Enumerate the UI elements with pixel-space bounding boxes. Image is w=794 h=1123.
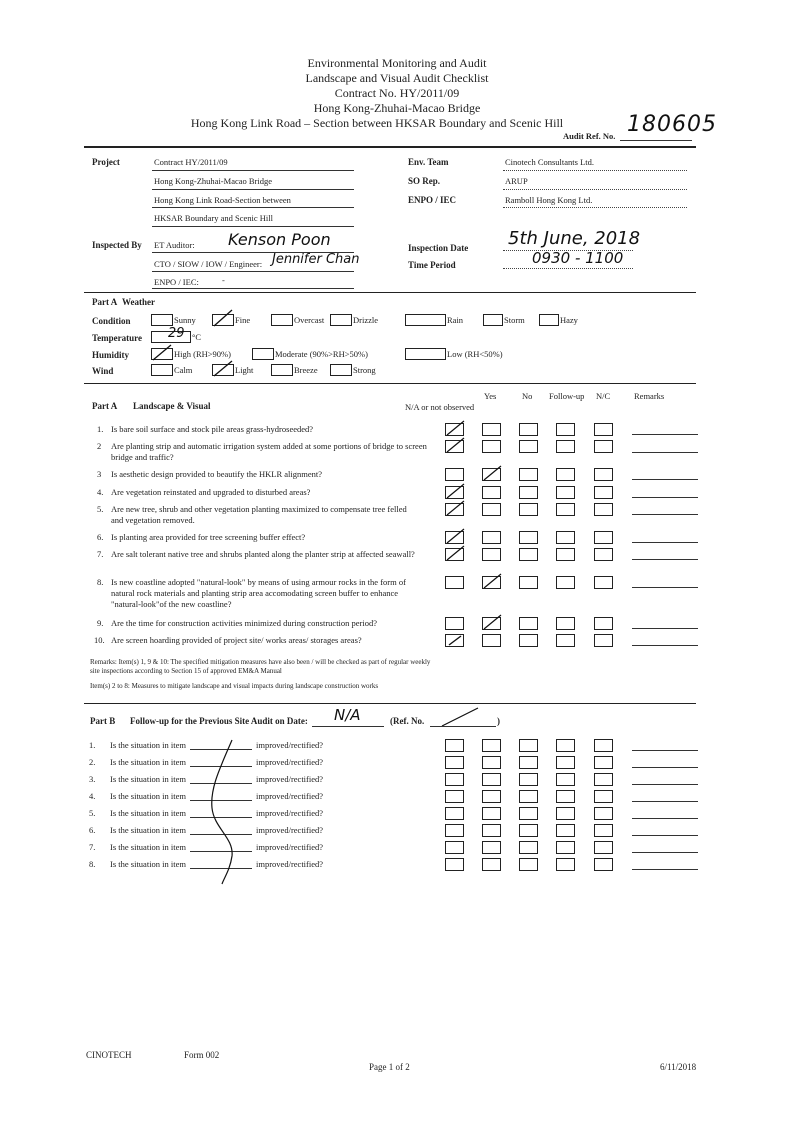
checkbox-followup[interactable] bbox=[556, 634, 575, 647]
option-storm: Storm bbox=[504, 315, 525, 325]
checkbox-overcast[interactable] bbox=[271, 314, 293, 326]
so-rep-label: SO Rep. bbox=[408, 176, 441, 186]
checkmark-icon bbox=[482, 613, 502, 631]
item-prefix: Is the situation in item bbox=[110, 740, 187, 750]
checkbox-nc[interactable] bbox=[594, 739, 613, 752]
checkbox-na[interactable] bbox=[445, 841, 464, 854]
checkbox-followup[interactable] bbox=[556, 531, 575, 544]
remarks-line[interactable] bbox=[632, 542, 698, 543]
checkbox-wind-breeze[interactable] bbox=[271, 364, 293, 376]
option-humidity-low: Low (RH<50%) bbox=[447, 349, 503, 359]
part-b-ref-label: (Ref. No. bbox=[390, 716, 425, 726]
env-team-value: Cinotech Consultants Ltd. bbox=[505, 157, 595, 167]
checkbox-na[interactable] bbox=[445, 790, 464, 803]
checkbox-nc[interactable] bbox=[594, 440, 613, 453]
checkbox-yes[interactable] bbox=[482, 531, 501, 544]
checkbox-followup[interactable] bbox=[556, 807, 575, 820]
checkmark-icon bbox=[212, 308, 234, 328]
item-number: 10. bbox=[94, 635, 105, 645]
item-question: Is planting area provided for tree screening buffer effect? bbox=[111, 532, 306, 542]
remarks-line[interactable] bbox=[632, 559, 698, 560]
item-number: 1. bbox=[89, 740, 96, 750]
project-line-1: Contract HY/2011/09 bbox=[154, 157, 228, 167]
checkbox-no[interactable] bbox=[519, 548, 538, 561]
doc-subtitle: Landscape and Visual Audit Checklist bbox=[305, 71, 489, 85]
checkbox-yes[interactable] bbox=[482, 486, 501, 499]
so-rep-value: ARUP bbox=[505, 176, 528, 186]
remarks-note-1: Remarks: Item(s) 1, 9 & 10: The specified mitigation measures have also been / will be checked as part of regular weekly site inspections according to Section 15 of approved EM&A Manual bbox=[90, 658, 431, 675]
checkbox-yes[interactable] bbox=[482, 858, 501, 871]
checkbox-nc[interactable] bbox=[594, 756, 613, 769]
dotted-underline bbox=[503, 268, 633, 269]
checkmark-icon bbox=[445, 499, 465, 517]
checkbox-nc[interactable] bbox=[594, 824, 613, 837]
cto-signature: Jennifer Chan bbox=[272, 252, 360, 267]
project-line-2: Hong Kong-Zhuhai-Macao Bridge bbox=[154, 176, 273, 186]
project-line-4: HKSAR Boundary and Scenic Hill bbox=[154, 213, 273, 223]
checkbox-nc[interactable] bbox=[594, 634, 613, 647]
checkbox-no[interactable] bbox=[519, 858, 538, 871]
audit-ref-label: Audit Ref. No. bbox=[563, 131, 616, 141]
checkmark-icon bbox=[482, 464, 502, 482]
part-a-label: Part A bbox=[92, 297, 118, 307]
temperature-unit: °C bbox=[192, 332, 202, 342]
item-number: 8. bbox=[97, 577, 104, 587]
enpo-value: Ramboll Hong Kong Ltd. bbox=[505, 195, 593, 205]
item-suffix: improved/rectified? bbox=[256, 774, 324, 784]
item-question: Are planting strip and automatic irrigation system added at some portions of bridge to screen bridge and traffic? bbox=[111, 441, 427, 462]
env-team-label: Env. Team bbox=[408, 157, 449, 167]
option-humidity-moderate: Moderate (90%>RH>50%) bbox=[275, 349, 368, 359]
enpo-label: ENPO / IEC bbox=[408, 195, 457, 205]
checkmark-icon bbox=[447, 634, 463, 646]
project-section: Hong Kong Link Road – Section between HKSAR Boundary and Scenic Hill bbox=[190, 116, 564, 130]
checkbox-yes[interactable] bbox=[482, 634, 501, 647]
footer-form: Form 002 bbox=[184, 1050, 220, 1060]
underline bbox=[152, 226, 354, 227]
remarks-line[interactable] bbox=[632, 587, 698, 588]
underline bbox=[152, 271, 354, 272]
remarks-line[interactable] bbox=[632, 497, 698, 498]
remarks-line[interactable] bbox=[632, 852, 698, 853]
header-divider bbox=[84, 146, 696, 148]
item-number: 4. bbox=[89, 791, 96, 801]
checkbox-yes[interactable] bbox=[482, 548, 501, 561]
part-b-label: Part B bbox=[90, 716, 116, 726]
checkbox-no[interactable] bbox=[519, 486, 538, 499]
checkmark-icon bbox=[212, 359, 234, 377]
temperature-value: 29 bbox=[168, 326, 185, 341]
col-nc-header: N/C bbox=[596, 391, 611, 401]
checkbox-drizzle[interactable] bbox=[330, 314, 352, 326]
remarks-line[interactable] bbox=[632, 479, 698, 480]
checkbox-no[interactable] bbox=[519, 634, 538, 647]
checkbox-followup[interactable] bbox=[556, 503, 575, 516]
option-hazy: Hazy bbox=[560, 315, 578, 325]
part-b-heading: Follow-up for the Previous Site Audit on Date: bbox=[130, 716, 308, 726]
audit-ref-underline bbox=[620, 140, 692, 141]
condition-label: Condition bbox=[92, 316, 131, 326]
checkbox-nc[interactable] bbox=[594, 576, 613, 589]
option-fine: Fine bbox=[235, 315, 251, 325]
checkbox-no[interactable] bbox=[519, 773, 538, 786]
checkbox-sunny[interactable] bbox=[151, 314, 173, 326]
checkbox-yes[interactable] bbox=[482, 423, 501, 436]
remarks-line[interactable] bbox=[632, 645, 698, 646]
item-number: 2 bbox=[97, 441, 102, 451]
checkbox-yes[interactable] bbox=[482, 756, 501, 769]
item-number: 2. bbox=[89, 757, 96, 767]
checkbox-yes[interactable] bbox=[482, 807, 501, 820]
item-suffix: improved/rectified? bbox=[256, 740, 324, 750]
checkbox-na[interactable] bbox=[445, 773, 464, 786]
item-prefix: Is the situation in item bbox=[110, 859, 187, 869]
temperature-label: Temperature bbox=[92, 333, 142, 343]
remarks-line[interactable] bbox=[632, 628, 698, 629]
option-drizzle: Drizzle bbox=[353, 315, 379, 325]
item-suffix: improved/rectified? bbox=[256, 825, 324, 835]
checkbox-na[interactable] bbox=[445, 807, 464, 820]
checkbox-nc[interactable] bbox=[594, 790, 613, 803]
checkbox-nc[interactable] bbox=[594, 841, 613, 854]
remarks-line[interactable] bbox=[632, 514, 698, 515]
section-divider bbox=[84, 383, 696, 384]
option-sunny: Sunny bbox=[174, 315, 196, 325]
item-question: Is aesthetic design provided to beautify the HKLR alignment? bbox=[111, 469, 323, 479]
enpo-iec-label: ENPO / IEC: bbox=[154, 277, 199, 287]
item-prefix: Is the situation in item bbox=[110, 808, 187, 818]
checkmark-icon bbox=[151, 343, 173, 361]
checkbox-no[interactable] bbox=[519, 790, 538, 803]
remarks-line[interactable] bbox=[632, 801, 698, 802]
option-wind-calm: Calm bbox=[174, 365, 193, 375]
remarks-line[interactable] bbox=[632, 818, 698, 819]
doc-title: Environmental Monitoring and Audit bbox=[307, 56, 487, 70]
underline bbox=[152, 170, 354, 171]
checkbox-nc[interactable] bbox=[594, 503, 613, 516]
checkbox-no[interactable] bbox=[519, 739, 538, 752]
checkbox-followup[interactable] bbox=[556, 486, 575, 499]
audit-ref-value: 180605 bbox=[627, 112, 717, 137]
checkbox-humidity-low[interactable] bbox=[405, 348, 446, 360]
item-number: 7. bbox=[97, 549, 104, 559]
item-question: Are new tree, shrub and other vegetation planting maximized to compensate tree felled and vegetation removed. bbox=[111, 504, 407, 525]
checkbox-nc[interactable] bbox=[594, 858, 613, 871]
item-number: 3. bbox=[89, 774, 96, 784]
checkbox-followup[interactable] bbox=[556, 739, 575, 752]
checkbox-followup[interactable] bbox=[556, 773, 575, 786]
footer-date: 6/11/2018 bbox=[660, 1062, 697, 1072]
item-number: 5. bbox=[89, 808, 96, 818]
time-period-label: Time Period bbox=[408, 260, 456, 270]
inspection-date-label: Inspection Date bbox=[408, 243, 469, 253]
checkmark-icon bbox=[445, 436, 465, 454]
option-wind-breeze: Breeze bbox=[294, 365, 318, 375]
option-wind-strong: Strong bbox=[353, 365, 376, 375]
remarks-line[interactable] bbox=[632, 767, 698, 768]
checkmark-icon bbox=[445, 527, 465, 545]
checkbox-followup[interactable] bbox=[556, 858, 575, 871]
item-question: Is new coastline adopted "natural-look" by means of using armour rocks in the form of natural rock materials and planting strip area accomodating screen buffer to enhance "natural-look"of the new coastline? bbox=[111, 577, 406, 609]
checkbox-storm[interactable] bbox=[483, 314, 503, 326]
item-question: Are vegetation reinstated and upgraded to disturbed areas? bbox=[111, 487, 311, 497]
checkbox-yes[interactable] bbox=[482, 790, 501, 803]
checkbox-followup[interactable] bbox=[556, 576, 575, 589]
checkbox-yes[interactable] bbox=[482, 739, 501, 752]
checkbox-rain[interactable] bbox=[405, 314, 446, 326]
inspected-by-label: Inspected By bbox=[92, 240, 142, 250]
strike-icon bbox=[440, 706, 480, 728]
checkbox-nc[interactable] bbox=[594, 617, 613, 630]
remarks-note-2: Item(s) 2 to 8: Measures to mitigate landscape and visual impacts during landscape construction works bbox=[90, 682, 379, 690]
checkmark-icon bbox=[482, 572, 502, 590]
option-rain: Rain bbox=[447, 315, 464, 325]
dotted-underline bbox=[503, 170, 687, 171]
checkbox-no[interactable] bbox=[519, 617, 538, 630]
checkbox-no[interactable] bbox=[519, 503, 538, 516]
checkbox-no[interactable] bbox=[519, 468, 538, 481]
checkbox-hazy[interactable] bbox=[539, 314, 559, 326]
checkbox-humidity-moderate[interactable] bbox=[252, 348, 274, 360]
part-b-date-value: N/A bbox=[334, 706, 361, 724]
col-na-header: N/A or not observed bbox=[405, 402, 475, 412]
remarks-line[interactable] bbox=[632, 434, 698, 435]
wind-label: Wind bbox=[92, 366, 114, 376]
footer-company: CINOTECH bbox=[86, 1050, 132, 1060]
et-auditor-label: ET Auditor: bbox=[154, 240, 195, 250]
item-number: 6. bbox=[89, 825, 96, 835]
footer-page: Page 1 of 2 bbox=[369, 1062, 410, 1072]
section-divider bbox=[84, 292, 696, 293]
item-number: 3 bbox=[97, 469, 102, 479]
part-a-label: Part A bbox=[92, 401, 118, 411]
checkbox-yes[interactable] bbox=[482, 773, 501, 786]
checkbox-na[interactable] bbox=[445, 858, 464, 871]
item-number: 6. bbox=[97, 532, 104, 542]
checkbox-followup[interactable] bbox=[556, 756, 575, 769]
checkbox-na[interactable] bbox=[445, 617, 464, 630]
item-suffix: improved/rectified? bbox=[256, 859, 324, 869]
col-followup-header: Follow-up bbox=[549, 391, 585, 401]
project-label: Project bbox=[92, 157, 120, 167]
option-humidity-high: High (RH>90%) bbox=[174, 349, 231, 359]
checkbox-followup[interactable] bbox=[556, 440, 575, 453]
checkbox-followup[interactable] bbox=[556, 548, 575, 561]
checkbox-followup[interactable] bbox=[556, 468, 575, 481]
col-remarks-header: Remarks bbox=[634, 391, 665, 401]
checkbox-no[interactable] bbox=[519, 423, 538, 436]
project-line-3: Hong Kong Link Road-Section between bbox=[154, 195, 291, 205]
remarks-line[interactable] bbox=[632, 452, 698, 453]
item-prefix: Is the situation in item bbox=[110, 842, 187, 852]
checkbox-wind-calm[interactable] bbox=[151, 364, 173, 376]
checkbox-followup[interactable] bbox=[556, 790, 575, 803]
checkbox-na[interactable] bbox=[445, 756, 464, 769]
item-number: 1. bbox=[97, 424, 104, 434]
option-wind-light: Light bbox=[235, 365, 254, 375]
item-number: 4. bbox=[97, 487, 104, 497]
checkbox-nc[interactable] bbox=[594, 468, 613, 481]
item-number: 9. bbox=[97, 618, 104, 628]
checkbox-yes[interactable] bbox=[482, 841, 501, 854]
item-number: 7. bbox=[89, 842, 96, 852]
underline bbox=[152, 207, 354, 208]
remarks-line[interactable] bbox=[632, 869, 698, 870]
checkbox-nc[interactable] bbox=[594, 548, 613, 561]
weather-heading: Weather bbox=[122, 297, 155, 307]
checkbox-yes[interactable] bbox=[482, 503, 501, 516]
checkmark-icon bbox=[445, 544, 465, 562]
item-suffix: improved/rectified? bbox=[256, 791, 324, 801]
item-suffix: improved/rectified? bbox=[256, 808, 324, 818]
checkbox-followup[interactable] bbox=[556, 617, 575, 630]
dotted-underline bbox=[503, 207, 687, 208]
item-question: Are salt tolerant native tree and shrubs planted along the planter strip at affected seawall? bbox=[111, 549, 415, 559]
checkbox-nc[interactable] bbox=[594, 807, 613, 820]
checkbox-followup[interactable] bbox=[556, 824, 575, 837]
item-suffix: improved/rectified? bbox=[256, 842, 324, 852]
checkbox-na[interactable] bbox=[445, 824, 464, 837]
item-question: Is bare soil surface and stock pile areas grass-hydroseeded? bbox=[111, 424, 314, 434]
item-number: 5. bbox=[97, 504, 104, 514]
checkbox-yes[interactable] bbox=[482, 440, 501, 453]
underline bbox=[312, 726, 384, 727]
col-no-header: No bbox=[522, 391, 533, 401]
item-prefix: Is the situation in item bbox=[110, 757, 187, 767]
checkbox-na[interactable] bbox=[445, 739, 464, 752]
strike-curve-icon bbox=[190, 738, 250, 888]
underline bbox=[430, 726, 496, 727]
checkbox-na[interactable] bbox=[445, 576, 464, 589]
item-prefix: Is the situation in item bbox=[110, 791, 187, 801]
et-auditor-signature: Kenson Poon bbox=[228, 230, 331, 249]
checkbox-no[interactable] bbox=[519, 807, 538, 820]
item-number: 8. bbox=[89, 859, 96, 869]
remarks-line[interactable] bbox=[632, 784, 698, 785]
col-yes-header: Yes bbox=[484, 391, 497, 401]
checkbox-nc[interactable] bbox=[594, 531, 613, 544]
option-overcast: Overcast bbox=[294, 315, 325, 325]
project-name: Hong Kong-Zhuhai-Macao Bridge bbox=[313, 101, 481, 115]
checkbox-na[interactable] bbox=[445, 468, 464, 481]
item-prefix: Is the situation in item bbox=[110, 774, 187, 784]
checkbox-no[interactable] bbox=[519, 841, 538, 854]
underline bbox=[152, 189, 354, 190]
checkbox-nc[interactable] bbox=[594, 486, 613, 499]
checkbox-no[interactable] bbox=[519, 440, 538, 453]
checkbox-wind-strong[interactable] bbox=[330, 364, 352, 376]
inspection-date-value: 5th June, 2018 bbox=[508, 228, 641, 249]
part-b-ref-close: ) bbox=[497, 716, 500, 726]
dotted-underline bbox=[503, 189, 687, 190]
checkbox-no[interactable] bbox=[519, 576, 538, 589]
enpo-iec-value: - bbox=[222, 275, 225, 285]
checkbox-no[interactable] bbox=[519, 824, 538, 837]
humidity-label: Humidity bbox=[92, 350, 130, 360]
remarks-line[interactable] bbox=[632, 750, 698, 751]
contract-number: Contract No. HY/2011/09 bbox=[334, 86, 460, 100]
checkbox-no[interactable] bbox=[519, 756, 538, 769]
item-prefix: Is the situation in item bbox=[110, 825, 187, 835]
section-divider bbox=[84, 703, 696, 704]
item-question: Are the time for construction activities minimized during construction period? bbox=[111, 618, 378, 628]
time-period-value: 0930 - 1100 bbox=[532, 249, 624, 267]
landscape-heading: Landscape & Visual bbox=[133, 401, 211, 411]
item-question: Are screen hoarding provided of project site/ works areas/ storages areas? bbox=[111, 635, 362, 645]
checkbox-followup[interactable] bbox=[556, 841, 575, 854]
checkmark-icon bbox=[445, 419, 465, 437]
checkbox-no[interactable] bbox=[519, 531, 538, 544]
underline bbox=[152, 288, 354, 289]
checkbox-nc[interactable] bbox=[594, 773, 613, 786]
checkbox-yes[interactable] bbox=[482, 824, 501, 837]
checkbox-followup[interactable] bbox=[556, 423, 575, 436]
checkmark-icon bbox=[445, 482, 465, 500]
item-suffix: improved/rectified? bbox=[256, 757, 324, 767]
cto-label: CTO / SIOW / IOW / Engineer: bbox=[154, 259, 263, 269]
checkbox-nc[interactable] bbox=[594, 423, 613, 436]
remarks-line[interactable] bbox=[632, 835, 698, 836]
